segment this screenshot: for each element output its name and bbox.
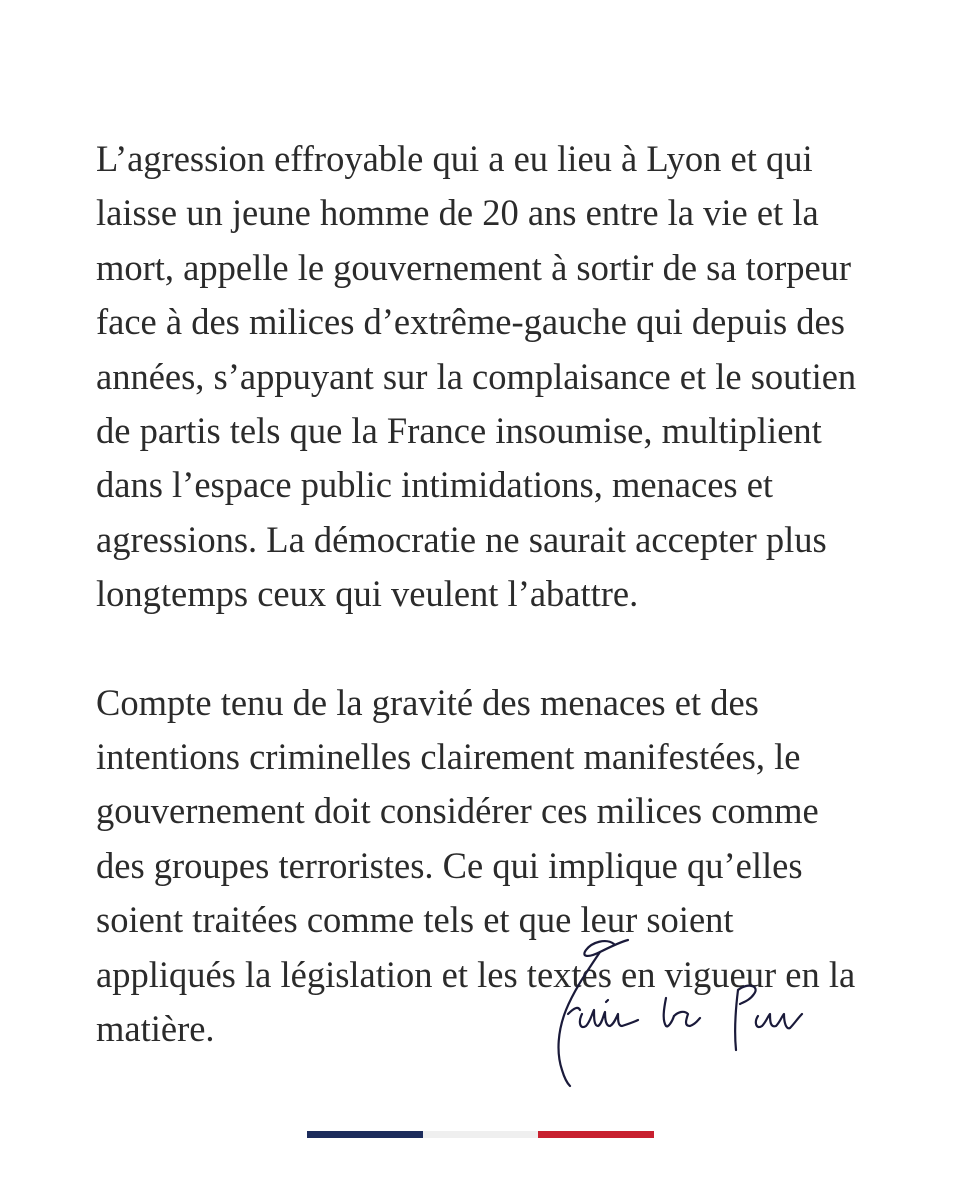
flag-red-stripe: [538, 1131, 654, 1138]
paragraph-1-line: mort, appelle le gouvernement à sortir de sa torpeur: [96, 246, 852, 288]
paragraph-1-line: face à des milices d’extrême-gauche qui depuis des: [96, 301, 845, 343]
paragraph-2-line: matière.: [96, 1008, 215, 1050]
paragraph-2-line: des groupes terroristes. Ce qui implique qu’elles: [96, 844, 803, 886]
paragraph-1-line: laisse un jeune homme de 20 ans entre la vie et la: [96, 192, 819, 234]
paragraph-1-line: L’agression effroyable qui a eu lieu à Lyon et qui: [96, 138, 813, 179]
statement-text: [96, 132, 886, 1057]
paragraph-1: [96, 132, 886, 622]
paragraph-2-line: intentions criminelles clairement manifestées, le: [96, 736, 801, 778]
paragraph-1-line: dans l’espace public intimidations, menaces et: [96, 464, 774, 506]
paragraph-2-line: soient traitées comme tels et que leur soient: [96, 899, 734, 941]
paragraph-1-line: longtemps ceux qui veulent l’abattre.: [96, 573, 639, 615]
paragraph-2-line: Compte tenu de la gravité des menaces et des: [96, 681, 759, 723]
flag-white-stripe: [423, 1131, 539, 1138]
flag-blue-stripe: [307, 1131, 423, 1138]
paragraph-2-line: appliqués la législation et les textes en vigueur en la: [96, 953, 856, 995]
handwritten-signature: [548, 930, 808, 1090]
paragraph-spacer: [96, 622, 886, 676]
paragraph-2-line: gouvernement doit considérer ces milices comme: [96, 790, 819, 832]
paragraph-1-line: années, s’appuyant sur la complaisance et le soutien: [96, 355, 857, 397]
paragraph-1-line: de partis tels que la France insoumise, multiplient: [96, 410, 822, 452]
paragraph-1-line: agressions. La démocratie ne saurait accepter plus: [96, 518, 827, 560]
tricolor-divider: [307, 1131, 654, 1138]
